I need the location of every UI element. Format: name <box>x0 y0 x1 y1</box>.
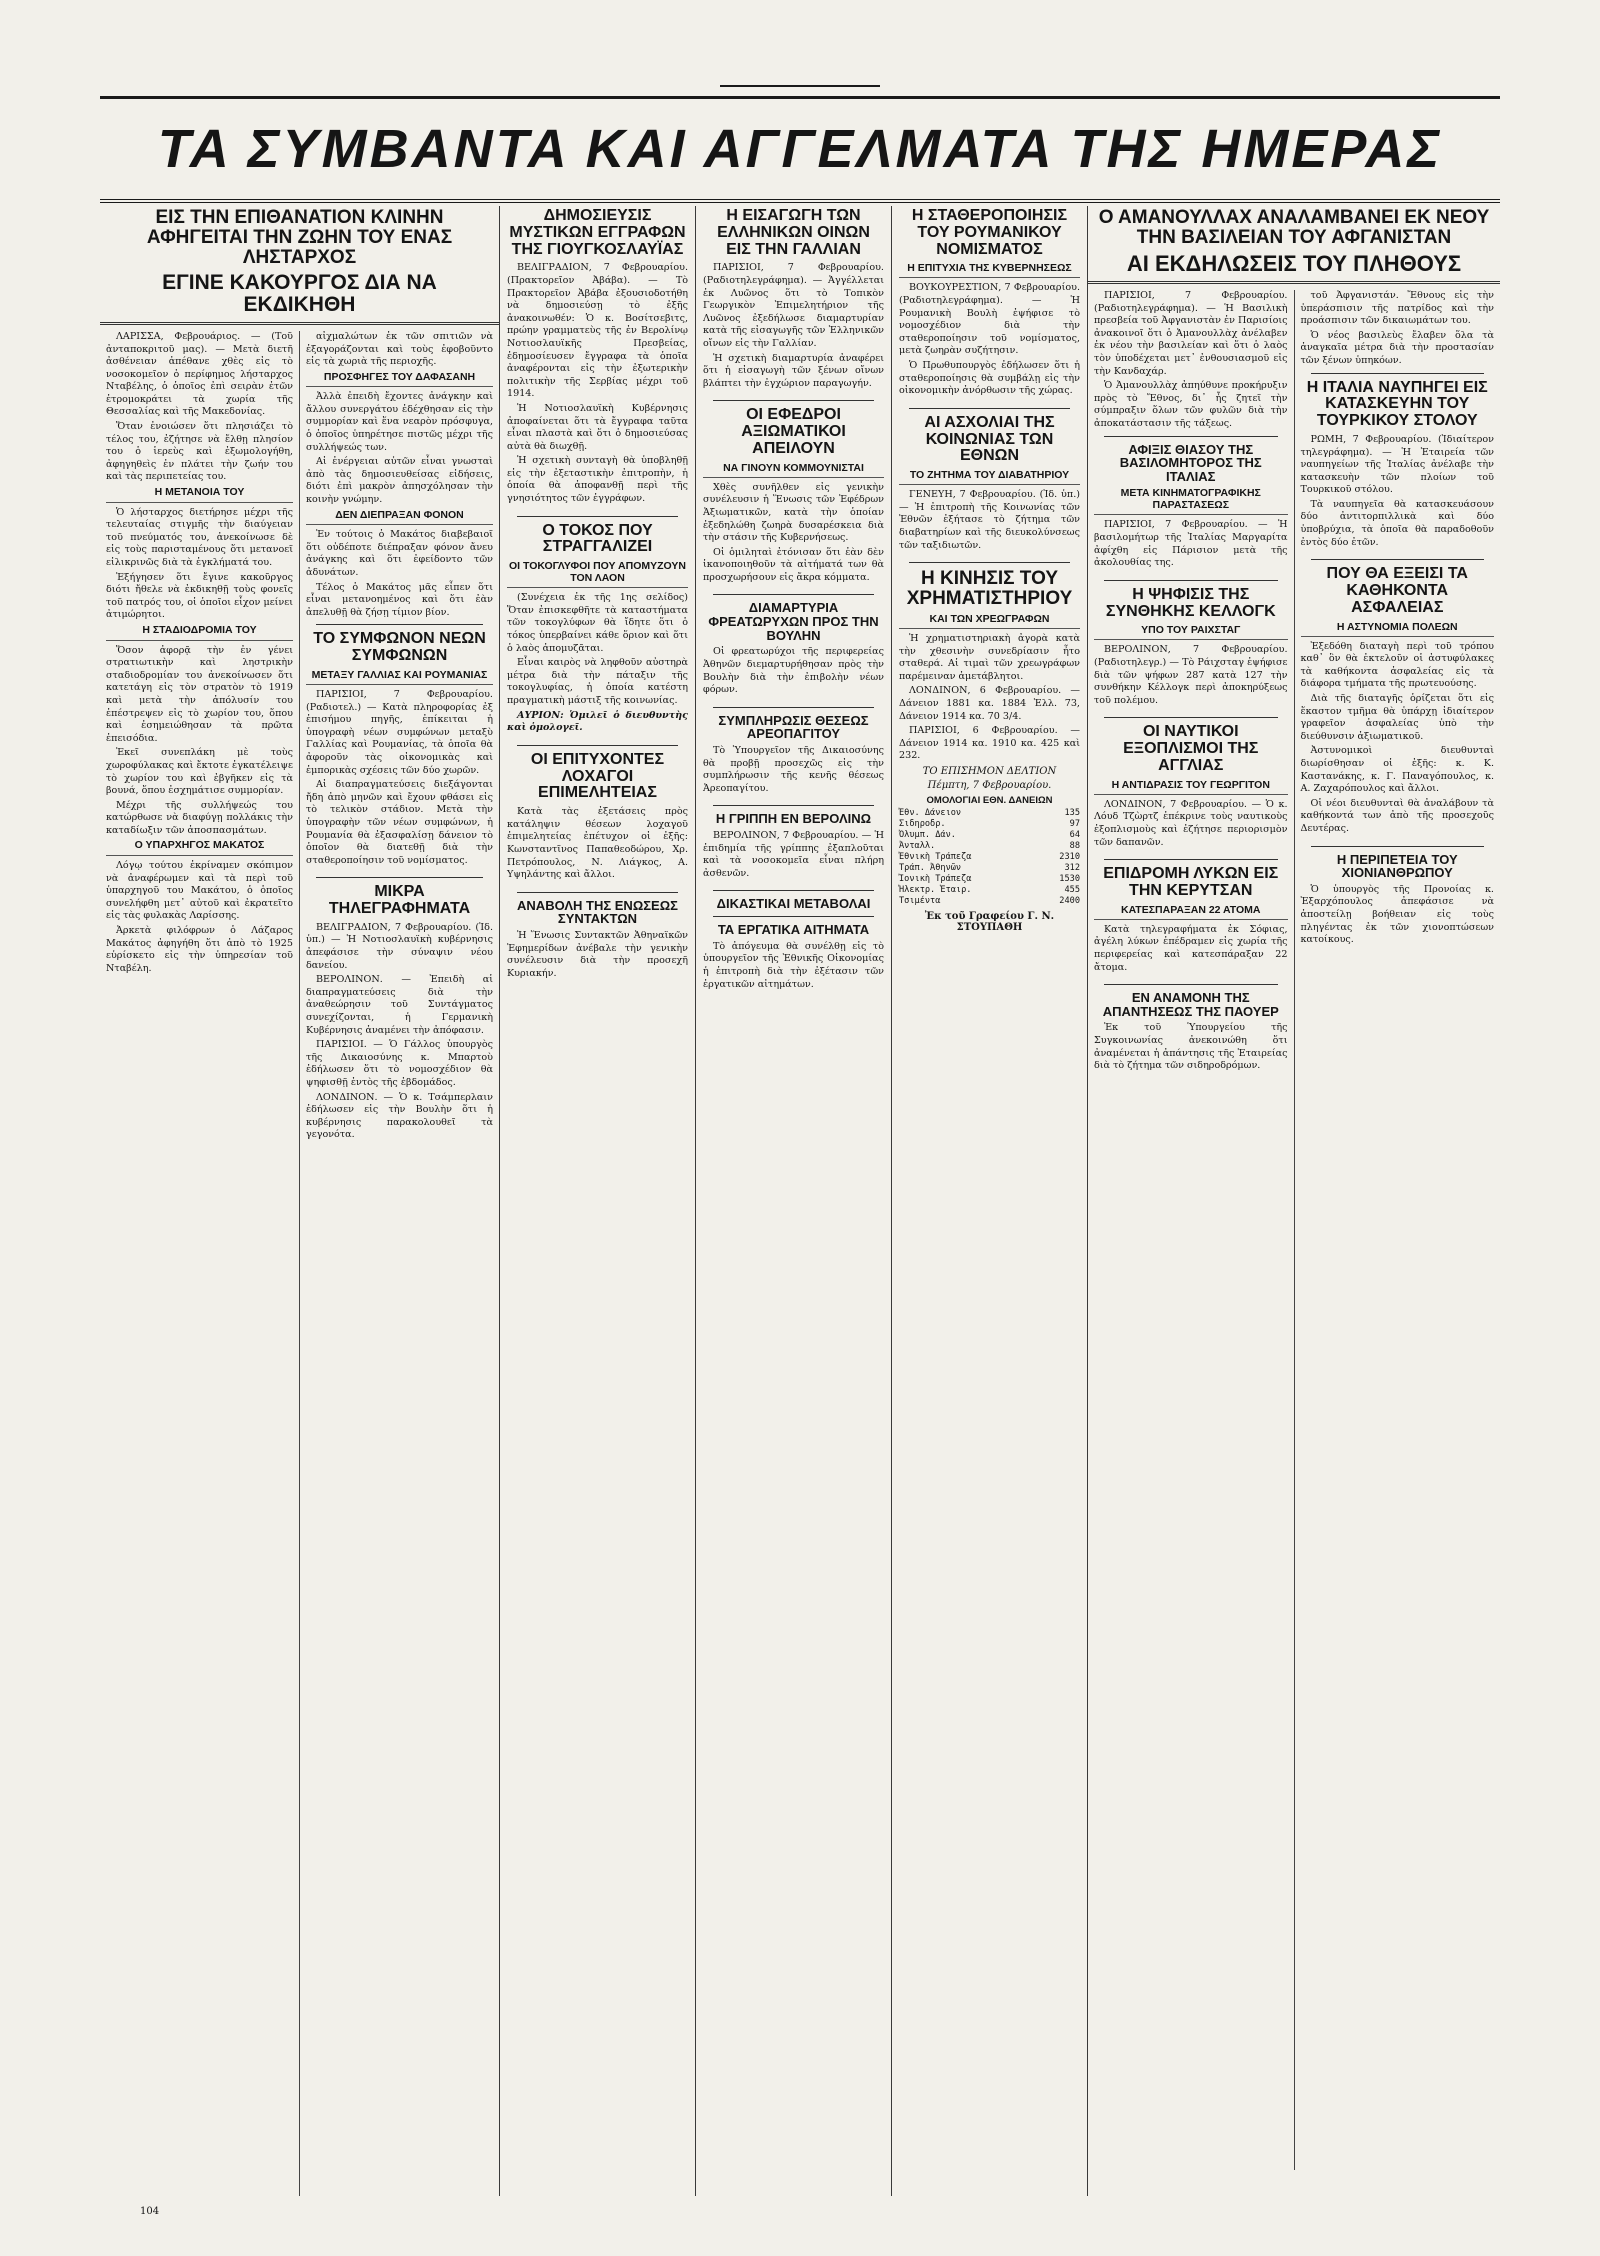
article-body <box>703 482 884 585</box>
article-rule <box>713 400 874 401</box>
paragraph: ΒΕΡΟΛΙΝΟΝ, 7 Φεβρουαρίου. — Ἡ ἐπιδημία τῆς γρίππης ἐξαπλοῦται καὶ τὰ νοσοκομεῖα εἶναι πλήρη ἀσθενῶν. <box>703 830 884 879</box>
article-body <box>1094 1022 1288 1072</box>
article-headline: ΤΑ ΕΡΓΑΤΙΚΑ ΑΙΤΗΜΑΤΑ <box>717 922 870 938</box>
article-body <box>507 592 688 735</box>
market-row-name: Ἰονικὴ Τράπεζα <box>899 873 972 884</box>
market-row <box>899 863 1080 874</box>
paragraph: Ὁ νέος βασιλεὺς ἔλαβεν ὅλα τὰ ἀναγκαῖα μέτρα διὰ τὴν προστασίαν τῶν ξένων ὑπηκόων. <box>1300 329 1494 366</box>
paragraph: ΠΑΡΙΣΙΟΙ, 7 Φεβρουαρίου. (Ραδιοτελ.) — Κατὰ πληροφορίας ἐξ ἐπισήμου πηγῆς, ἐπίκειται ἡ ὑπογραφὴ νέων συμφώνων μεταξὺ Γαλλίας καὶ Ρουμανίας, τὰ ὁποῖα θὰ ἀφοροῦν τὰς οἰκονομικὰς καὶ ἐμπορικὰς σχέσεις τῶν δύο χωρῶν. <box>306 688 493 776</box>
article-security-duties <box>1301 566 1495 835</box>
article-headline: ΟΙ ΕΠΙΤΥΧΟΝΤΕΣ ΛΟΧΑΓΟΙ ΕΠΙΜΕΛΗΤΕΙΑΣ <box>530 750 665 802</box>
paragraph: τοῦ Ἀφγανιστάν. Ἔθνους εἰς τὴν ὑπεράσπισιν τῆς πατρίδος καὶ τὴν προάσπισιν τῶν δικαιωμάτων του. <box>1300 289 1494 327</box>
article-headline: ΕΠΙΔΡΟΜΗ ΛΥΚΩΝ ΕΙΣ ΤΗΝ ΚΕΡΥΤΣΑΝ <box>1103 865 1279 899</box>
article-headline: ΑΦΙΞΙΣ ΘΙΑΣΟΥ ΤΗΣ ΒΑΣΙΛΟΜΗΤΟΡΟΣ ΤΗΣ ΙΤΑΛΙΑΣ <box>1119 441 1262 484</box>
article-headline: Η ΣΤΑΘΕΡΟΠΟΙΗΣΙΣ ΤΟΥ ΡΟΥΜΑΝΙΚΟΥ ΝΟΜΙΣΜΑΤΟΣ <box>911 207 1068 258</box>
paragraph: Ἡ χρηματιστηριακὴ ἀγορὰ κατὰ τὴν χθεσινὴν συνεδρίασιν ἦτο σταθερά. Αἱ τιμαὶ τῶν χρεωγράφων παρέμειναν ἀμετάβλητοι. <box>899 632 1080 682</box>
market-row-name: Ἀνταλλ. <box>899 840 936 851</box>
column-7-text <box>1301 290 1495 368</box>
article-body <box>899 633 1080 763</box>
article-rule <box>713 890 874 891</box>
market-footer: Ἐκ τοῦ Γραφείου Γ. Ν. ΣΤΟΥΠΑΘΗ <box>924 910 1055 933</box>
article-rule <box>1311 373 1485 374</box>
paragraph: Κατὰ τηλεγραφήματα ἐκ Σόφιας, ἀγέλη λύκων ἐπέδραμεν εἰς χωρία τῆς περιφερείας καὶ κατεσπάραξαν 22 ἄτομα. <box>1094 923 1288 973</box>
market-row <box>899 841 1080 852</box>
article-rule <box>713 707 874 708</box>
article-usury <box>507 523 688 735</box>
paragraph: Εἶναι καιρὸς νὰ ληφθοῦν αὐστηρὰ μέτρα διὰ τὴν πάταξιν τῆς τοκογλυφίας, ἡ ὁποία κατέστη πραγματικὴ μάστιξ τῆς κοινωνίας. <box>507 657 688 707</box>
article-subheading: ΚΑΤΕΣΠΑΡΑΞΑΝ 22 ΑΤΟΜΑ <box>1094 904 1288 920</box>
column-1 <box>100 331 300 2196</box>
paragraph: ΠΑΡΙΣΙΟΙ. — Ὁ Γάλλος ὑπουργὸς τῆς Δικαιοσύνης κ. Μπαρτοὺ ἐδήλωσεν ὅτι τὸ νομοσχέδιον θὰ ψηφισθῇ ἐντὸς τῆς ἑβδομάδος. <box>306 1039 493 1088</box>
paragraph: ΡΩΜΗ, 7 Φεβρουαρίου. (Ἰδιαίτερον τηλεγράφημα). — Ἡ Ἑταιρεία τῶν ναυπηγείων τῆς Ἰταλίας ἀνέλαβε τὴν κατασκευὴν τῶν πλοίων τοῦ Τουρκικοῦ στόλου. <box>1300 433 1494 496</box>
paragraph: ΠΑΡΙΣΙΟΙ, 7 Φεβρουαρίου. (Ραδιοτηλεγράφημα). — Ἀγγέλλεται ἐκ Λυῶνος ὅτι τὸ Τοπικὸν Γεωργικὸν Ἐπιμελητήριον τῆς Λυῶνος ἐξεδήλωσε διαμαρτυρίαν κατὰ τῆς εἰσαγωγῆς τῶν Ἑλληνικῶν οἴνων εἰς τὴν Γαλλίαν. <box>703 262 884 349</box>
market-row-value: 64 <box>1069 829 1080 840</box>
column-1-text <box>106 331 293 976</box>
paragraph: Λόγῳ τούτου ἐκρίναμεν σκόπιμον νὰ ἀναφέρωμεν καὶ τὰ περὶ τοῦ ὑπαρχηγοῦ του Μακάτου, ὁ ὁποῖος συνελήφθη μετ᾽ αὐτοῦ καὶ ἐκρατεῖτο εἰς τὰς φυλακὰς Λαρίσσης. <box>106 860 293 922</box>
article-areopagite <box>703 714 884 796</box>
article-rule <box>909 562 1070 563</box>
market-row-value: 2310 <box>1059 851 1080 862</box>
column-2 <box>300 331 499 2196</box>
paragraph: ΒΕΡΟΛΙΝΟΝ. — Ἐπειδὴ αἱ διαπραγματεύσεις διὰ τὴν ἀναθεώρησιν τοῦ Συντάγματος συνεχίζονται, ἡ Γερμανικὴ Κυβέρνησις ἀναμένει τὴν ἀπόφασιν. <box>306 974 493 1036</box>
paragraph: Ἡ Νοτιοσλαυϊκὴ Κυβέρνησις ἀποφαίνεται ὅτι τὰ ἔγγραφα ταῦτα εἶναι πλαστὰ καὶ ὅτι ὁ δημοσιεύσας αὐτὰ θὰ διωχθῇ. <box>507 402 688 452</box>
paragraph: ΛΟΝΔΙΝΟΝ, 6 Φεβρουαρίου. — Δάνειον 1881 κα. 1884 Ἑλλ. 73, Δάνειον 1914 κα. 70 3/4. <box>899 685 1080 722</box>
market-table <box>899 795 1080 907</box>
paragraph: Ἐκεῖ συνεπλάκη μὲ τοὺς χωροφύλακας καὶ ἔκτοτε ἐγκατέλειψε τὸ χωρίον του καὶ ἐβγῆκεν εἰς τὰ βουνά, ὅπου ἐσχημάτισε συμμορίαν. <box>106 747 293 797</box>
market-row-value: 135 <box>1064 807 1080 818</box>
paragraph: Ἐν τούτοις ὁ Μακάτος διαβεβαιοῖ ὅτι οὐδέποτε διέπραξαν φόνον ἄνευ ἀνάγκης καὶ ὅτι ἐφείδοντο τῶν ἀδυνάτων. <box>306 529 493 578</box>
article-body <box>1301 434 1495 549</box>
article-subheading: ΝΑ ΓΙΝΟΥΝ ΚΟΜΜΟΥΝΙΣΤΑΙ <box>703 462 884 478</box>
article-short-telegrams <box>306 884 493 1142</box>
article-headline: ΑΝΑΒΟΛΗ ΤΗΣ ΕΝΩΣΕΩΣ ΣΥΝΤΑΚΤΩΝ <box>517 897 678 927</box>
article-subheading: ΚΑΙ ΤΩΝ ΧΡΕΩΓΡΑΦΩΝ <box>899 613 1080 629</box>
article-headline: Η ΚΙΝΗΣΙΣ ΤΟΥ ΧΡΗΜΑΤΙΣΤΗΡΙΟΥ <box>906 568 1073 610</box>
paragraph: Ἐξεδόθη διαταγὴ περὶ τοῦ τρόπου καθ᾽ ὃν θὰ ἐκτελοῦν οἱ ἀστυφύλακες τὰ καθήκοντα ἀσφαλείας εἰς τὰ διάφορα τμήματα τῆς πρωτευούσης. <box>1300 640 1494 690</box>
article-headline: Ο ΤΟΚΟΣ ΠΟΥ ΣΤΡΑΓΓΑΛΙΖΕΙ <box>542 521 653 556</box>
paragraph: Τὸ Ὑπουργεῖον τῆς Δικαιοσύνης θὰ προβῇ προσεχῶς εἰς τὴν συμπλήρωσιν τῆς κενῆς θέσεως Ἀρεοπαγίτου. <box>703 745 884 794</box>
article-headline: ΕΝ ΑΝΑΜΟΝΗ ΤΗΣ ΑΠΑΝΤΗΣΕΩΣ ΤΗΣ ΠΑΟΥΕΡ <box>1102 990 1279 1019</box>
article-body <box>507 262 688 505</box>
subheading: Ο ΥΠΑΡΧΗΓΟΣ ΜΑΚΑΤΟΣ <box>106 839 293 856</box>
column-2-text <box>306 331 493 619</box>
column-6-text <box>1094 290 1288 431</box>
paragraph: Ὁ ὑπουργὸς τῆς Προνοίας κ. Ἐξαρχόπουλος ἀπεφάσισε νὰ ἀποστείλῃ βοήθειαν εἰς τοὺς πληγέντας ἐκ τῶν χιονοπτώσεων κατοίκους. <box>1300 883 1494 946</box>
paragraph: Ὁ Πρωθυπουργὸς ἐδήλωσεν ὅτι ἡ σταθεροποίησις θὰ συμβάλῃ εἰς τὴν οἰκονομικὴν ἀνόρθωσιν τῆς χώρας. <box>899 359 1080 397</box>
paragraph: Ἐξήγησεν ὅτι ἔγινε κακοῦργος διότι ἤθελε νὰ ἐκδικηθῇ τοὺς φονεῖς τοῦ πατρός του, οἱ ὁποῖοι εἶχον μείνει ἀτιμώρητοι. <box>106 571 293 621</box>
paragraph: ΒΕΡΟΛΙΝΟΝ, 7 Φεβρουαρίου. (Ραδιοτηλεγρ.) — Τὸ Ράιχσταγ ἐψήφισε διὰ τῶν ψήφων 287 κατὰ 127 τὴν συνθήκην Κέλλογκ περὶ ἀποκηρύξεως τοῦ πολέμου. <box>1094 644 1288 706</box>
market-row-name: Σιδηροδρ. <box>899 818 946 829</box>
paragraph: Χθὲς συνῆλθεν εἰς γενικὴν συνέλευσιν ἡ Ἕνωσις τῶν Ἐφέδρων Ἀξιωματικῶν, κατὰ τὴν ὁποίαν ἐξεδηλώθη ζωηρὰ δυσαρέσκεια διὰ τὴν στάσιν τῆς Κυβερνήσεως. <box>703 481 884 544</box>
article-rule <box>1104 717 1278 718</box>
article-rule <box>517 516 678 517</box>
market-row-name: Ἐθνικὴ Τράπεζα <box>899 851 972 862</box>
column-7 <box>1295 290 1501 2170</box>
market-row-value: 88 <box>1069 840 1080 851</box>
article-body <box>1094 644 1288 707</box>
article-body <box>306 689 493 867</box>
article-rule <box>1104 984 1278 985</box>
paragraph: Αἱ διαπραγματεύσεις διεξάγονται ἤδη ἀπὸ μηνῶν καὶ ἔχουν φθάσει εἰς τὸ τελικὸν στάδιον. Μετὰ τὴν ὑπογραφὴν τῶν νέων συμφώνων, ἡ Ρουμανία θὰ ἐξασφαλίσῃ δάνειον τὸ ὁποῖον θὰ διατεθῇ διὰ τὴν σταθεροποίησιν τοῦ νομίσματος. <box>306 779 493 866</box>
article-italy-turkish-fleet <box>1301 380 1495 550</box>
article-body <box>1094 924 1288 974</box>
article-rule <box>713 916 874 917</box>
article-body <box>703 745 884 795</box>
article-subheading: ΤΟ ΖΗΤΗΜΑ ΤΟΥ ΔΙΑΒΑΤΗΡΙΟΥ <box>899 469 1080 485</box>
article-body <box>899 282 1080 397</box>
article-body <box>703 262 884 390</box>
article-subheading: Η ΕΠΙΤΥΧΙΑ ΤΗΣ ΚΥΒΕΡΝΗΣΕΩΣ <box>899 262 1080 278</box>
market-row <box>899 808 1080 819</box>
article-headline: ΤΟ ΣΥΜΦΩΝΟΝ ΝΕΩΝ ΣΥΜΦΩΝΩΝ <box>313 630 486 665</box>
paragraph: Ὅταν ἐνοιώσεν ὅτι πλησιάζει τὸ τέλος του, ἐζήτησε νὰ ἔλθῃ πλησίον του ὁ ἱερεὺς καὶ ἐξωμολογήθη, ἀφηγηθεὶς ἐν πλάτει τὴν ζωήν του καὶ τὰς περιπετείας του. <box>106 421 293 483</box>
article-body <box>306 922 493 1142</box>
paragraph: ΑΥΡΙΟΝ: Ὁμιλεῖ ὁ διευθυντὴς καὶ ὁμολογεῖ. <box>507 709 688 734</box>
article-body <box>703 941 884 991</box>
paragraph: Ἡ Ἕνωσις Συντακτῶν Ἀθηναϊκῶν Ἐφημερίδων ἀνέβαλε τὴν γενικὴν συνέλευσιν διὰ τὴν προσεχῆ Κυριακήν. <box>507 930 688 979</box>
paragraph: ΛΑΡΙΣΣΑ, Φεβρουάριος. — (Τοῦ ἀνταποκριτοῦ μας). — Μετὰ διετῆ ἀσθένειαν ἀπέθανε χθὲς εἰς τὸ νοσοκομεῖον ὁ περίφημος λήσταρχος Νταβέλης, ὁ ὁποῖος ἐπὶ σειρὰν ἐτῶν ἐτρομοκράτει τὰ χωρία τῆς Θεσσαλίας καὶ τῆς Μακεδονίας. <box>106 330 293 418</box>
article-queen-mother <box>1094 443 1288 570</box>
paragraph: ΒΕΛΙΓΡΑΔΙΟΝ, 7 Φεβρουαρίου. (Πρακτορεῖον Ἀβάβα). — Τὸ Πρακτορεῖον Ἀβάβα ἐξουσιοδοτήθη νὰ δημοσιεύσῃ τὸ ἐξῆς ἀνακοινωθέν: Ὁ κ. Βοσίτσεβιτς, πρώην γραμματεὺς τῆς ἐν Βερολίνῳ Νοτιοσλαυϊκῆς Πρεσβείας, ἐδημοσίευσεν ἔγγραφα τὰ ὁποῖα ἀναφέρονται εἰς τὴν ἐξωτερικὴν πολιτικὴν τῆς Σερβίας μέχρι τοῦ 1914. <box>507 262 688 400</box>
paragraph: ΠΑΡΙΣΙΟΙ, 7 Φεβρουαρίου. — Ἡ βασιλομήτωρ τῆς Ἰταλίας Μαργαρίτα ἀφίχθη εἰς Πάρισιον μετὰ τῆς ἀκολουθίας της. <box>1094 519 1288 569</box>
market-row <box>899 819 1080 830</box>
page-title: ΤΑ ΣΥΜΒΑΝΤΑ ΚΑΙ ΑΓΓΕΛΜΑΤΑ ΤΗΣ ΗΜΕΡΑΣ <box>157 119 1443 179</box>
article-rule <box>1104 580 1278 581</box>
masthead <box>100 96 1500 203</box>
article-captains <box>507 752 688 882</box>
article-subheading: Η ΑΣΤΥΝΟΜΙΑ ΠΟΛΕΩΝ <box>1301 621 1495 637</box>
market-row-value: 2400 <box>1059 895 1080 906</box>
afghanistan-story-columns <box>1088 206 1500 2196</box>
lead-story-columns <box>100 206 500 2196</box>
article-secret-documents <box>507 208 688 506</box>
paragraph: Τὸ ἀπόγευμα θὰ συνέλθῃ εἰς τὸ ὑπουργεῖον τῆς Ἐθνικῆς Οἰκονομίας ἡ ἐπιτροπὴ διὰ τὴν ἐξέτασιν τῶν ἐργατικῶν αἰτημάτων. <box>703 940 884 990</box>
paragraph: Ἡ σχετικὴ διαμαρτυρία ἀναφέρει ὅτι ἡ εἰσαγωγὴ τῶν ξένων οἴνων βλάπτει τὴν ἐγχώριον παραγωγήν. <box>703 352 884 389</box>
article-subheading: Η ΑΝΤΙΔΡΑΣΙΣ ΤΟΥ ΓΕΩΡΓΙΤΟΝ <box>1094 779 1288 795</box>
market-row-value: 97 <box>1069 818 1080 829</box>
paragraph: Οἱ ὁμιληταὶ ἐτόνισαν ὅτι ἐὰν δὲν ἱκανοποιηθοῦν τὰ αἰτήματά των θὰ προσχωρήσουν εἰς ἄκρα κόμματα. <box>703 546 884 583</box>
article-wolves <box>1094 866 1288 974</box>
market-row-name: Τράπ. Ἀθηνῶν <box>899 862 962 873</box>
paragraph: Μέχρι τῆς συλλήψεώς του κατώρθωσε νὰ διαφύγῃ πολλάκις τὴν καταδίωξιν τῶν ἀποσπασμάτων. <box>106 799 293 836</box>
article-headline: ΣΥΜΠΛΗΡΩΣΙΣ ΘΕΣΕΩΣ ΑΡΕΟΠΑΓΙΤΟΥ <box>718 712 869 742</box>
paragraph: ΒΕΛΙΓΡΑΔΙΟΝ, 7 Φεβρουαρίου. (Ἰδ. ὑπ.) — Ἡ Νοτιοσλαυϊκὴ κυβέρνησις ἀπεφάσισε τὴν σύναψιν νέου δανείου. <box>306 921 493 971</box>
paragraph: Αἱ ἐνέργειαι αὐτῶν εἶναι γνωσταὶ ἀπὸ τὰς δημοσιευθείσας εἰδήσεις, διότι ἐπὶ μακρὸν ἀπησχόλησαν τὴν κοινὴν γνώμην. <box>306 456 493 506</box>
paragraph: Ὁ Ἀμανουλλὰχ ἀπηύθυνε προκήρυξιν πρὸς τὸ Ἔθνος, δι᾽ ἧς ζητεῖ τὴν σύμπραξιν ὅλων τῶν φυλῶν διὰ τὴν ἀποκατάστασιν τῆς τάξεως. <box>1094 380 1288 429</box>
article-headline: ΔΙΑΜΑΡΤΥΡΙΑ ΦΡΕΑΤΩΡΥΧΩΝ ΠΡΟΣ ΤΗΝ ΒΟΥΛΗΝ <box>708 600 879 643</box>
article-subheading: ΥΠΟ ΤΟΥ ΡΑΙΧΣΤΑΓ <box>1094 624 1288 640</box>
column-4 <box>696 206 892 2196</box>
article-rule <box>713 805 874 806</box>
paragraph: ΛΟΝΔΙΝΟΝ. — Ὁ κ. Τσάμπερλαιν ἐδήλωσεν εἰς τὴν Βουλὴν ὅτι ἡ κυβέρνησις παρακολουθεῖ τὰ γεγονότα. <box>306 1091 493 1141</box>
lead-story-body <box>100 331 499 2196</box>
paragraph: Διὰ τῆς διαταγῆς ὁρίζεται ὅτι εἰς ἕκαστον τμῆμα θὰ ὑπάρχῃ ἰδιαίτερον γραφεῖον ἀσφαλείας ὑπὸ τὴν διεύθυνσιν ἀξιωματικοῦ. <box>1300 693 1494 742</box>
article-body <box>1094 519 1288 569</box>
article-headline: Η ΠΕΡΙΠΕΤΕΙΑ ΤΟΥ ΧΙΟΝΙΑΝΘΡΩΠΟΥ <box>1336 851 1458 881</box>
paragraph: (Συνέχεια ἐκ τῆς 1ης σελίδος) Ὅταν ἐπισκεφθῆτε τὰ καταστήματα τῶν τοκογλύφων θὰ ἴδητε ὅτι ὁ τόκος ὑπερβαίνει κάθε ὅριον καὶ ὅτι ὁ λαὸς ἀπομυζᾶται. <box>507 592 688 654</box>
market-row <box>899 852 1080 863</box>
paragraph: Οἱ φρεατωρύχοι τῆς περιφερείας Ἀθηνῶν διεμαρτυρήθησαν πρὸς τὴν Βουλὴν διὰ τὴν ἐπιβολὴν νέων φόρων. <box>703 646 884 696</box>
paragraph: ΓΕΝΕΥΗ, 7 Φεβρουαρίου. (Ἰδ. ὑπ.) — Ἡ ἐπιτροπὴ τῆς Κοινωνίας τῶν Ἐθνῶν ἐξήτασε τὸ ζήτημα τῶν διαβατηρίων καὶ τῆς διευκολύνσεως τῶν ταξιδιωτῶν. <box>899 489 1080 551</box>
masthead-ornament <box>720 85 880 99</box>
subheading: ΠΡΟΣΦΗΓΕΣ ΤΟΥ ΔΑΦΑΣΑΝΗ <box>306 371 493 388</box>
paragraph: Ὅσον ἀφορᾷ τὴν ἐν γένει στρατιωτικὴν καὶ ληστρικὴν σταδιοδρομίαν του ἀνεκοίνωσεν ὅτι κατετάγη εἰς τὸν στρατὸν τὸ 1919 καὶ μετὰ τὴν ἀπόλυσίν του ἐπέστρεψεν εἰς τὸ χωρίον του, ὅπου καὶ ἐσημειώθησαν τὰ πρῶτα ἐπεισόδια. <box>106 644 293 744</box>
article-headline: ΔΙΚΑΣΤΙΚΑΙ ΜΕΤΑΒΟΛΑΙ <box>716 896 871 912</box>
article-rule <box>316 877 483 878</box>
article-headline: Η ΕΙΣΑΓΩΓΗ ΤΩΝ ΕΛΛΗΝΙΚΩΝ ΟΙΝΩΝ ΕΙΣ ΤΗΝ ΓΑΛΛΙΑΝ <box>717 207 870 258</box>
paragraph: Οἱ νέοι διευθυνταὶ θὰ ἀναλάβουν τὰ καθήκοντά των ἀπὸ τῆς προσεχοῦς Δευτέρας. <box>1300 797 1494 834</box>
article-headline: ΔΗΜΟΣΙΕΥΣΙΣ ΜΥΣΤΙΚΩΝ ΕΓΓΡΑΦΩΝ ΤΗΣ ΓΙΟΥΓΚΟΣΛΑΥΪΑΣ <box>509 207 686 258</box>
article-headline: Η ΓΡΙΠΠΗ ΕΝ ΒΕΡΟΛΙΝΩ <box>715 811 872 827</box>
lead-headline-1: ΕΙΣ ΤΗΝ ΕΠΙΘΑΝΑΤΙΟΝ ΚΛΙΝΗΝ ΑΦΗΓΕΙΤΑΙ ΤΗΝ ΖΩΗΝ ΤΟΥ ΕΝΑΣ ΛΗΣΤΑΡΧΟΣ <box>146 207 453 268</box>
market-table-header: ΟΜΟΛΟΓΙΑΙ ΕΘΝ. ΔΑΝΕΙΩΝ <box>926 794 1053 806</box>
column-3 <box>500 206 696 2196</box>
market-row <box>899 885 1080 896</box>
article-rule <box>316 624 483 625</box>
article-headline: ΟΙ ΝΑΥΤΙΚΟΙ ΕΞΟΠΛΙΣΜΟΙ ΤΗΣ ΑΓΓΛΙΑΣ <box>1123 723 1259 774</box>
article-headline: ΜΙΚΡΑ ΤΗΛΕΓΡΑΦΗΜΑΤΑ <box>328 883 471 918</box>
article-rule <box>1104 436 1278 437</box>
market-row-name: Τσιμέντα <box>899 895 941 906</box>
subheading: Η ΜΕΤΑΝΟΙΑ ΤΟΥ <box>106 486 293 503</box>
market-bulletin-title: ΤΟ ΕΠΙΣΗΜΟΝ ΔΕΛΤΙΟΝ <box>922 765 1057 777</box>
paragraph: ΛΟΝΔΙΝΟΝ, 7 Φεβρουαρίου. — Ὁ κ. Λόυδ Τζὼρτζ ἐπέκρινε τοὺς ναυτικοὺς ἐξοπλισμοὺς καὶ ἐζήτησε περιορισμὸν τῶν δαπανῶν. <box>1094 798 1288 848</box>
article-snowman <box>1301 853 1495 947</box>
headline-rule <box>1088 281 1500 284</box>
paragraph: ΠΑΡΙΣΙΟΙ, 6 Φεβρουαρίου. — Δάνειον 1914 κα. 1910 κα. 425 καὶ 232. <box>899 725 1080 762</box>
afghanistan-headline-1: Ο ΑΜΑΝΟΥΛΛΑΧ ΑΝΑΛΑΜΒΑΝΕΙ ΕΚ ΝΕΟΥ ΤΗΝ ΒΑΣΙΛΕΙΑΝ ΤΟΥ ΑΦΓΑΝΙΣΤΑΝ <box>1098 207 1490 248</box>
paragraph: αἰχμαλώτων ἐκ τῶν σπιτιῶν νὰ ἐξαγοράζονται καὶ τοὺς ἐφοβοῦντο εἰς τὰ χωριὰ τῆς περιοχῆς. <box>306 330 493 368</box>
market-row <box>899 830 1080 841</box>
article-romania-france <box>306 631 493 867</box>
lead-story-headline <box>100 208 499 316</box>
market-row-value: 312 <box>1064 862 1080 873</box>
article-headline: Η ΙΤΑΛΙΑ ΝΑΥΠΗΓΕΙ ΕΙΣ ΚΑΤΑΣΚΕΥΗΝ ΤΟΥ ΤΟΥΡΚΙΚΟΥ ΣΤΟΛΟΥ <box>1306 378 1488 430</box>
paragraph: Ἐκ τοῦ Ὑπουργείου τῆς Συγκοινωνίας ἀνεκοινώθη ὅτι ἀναμένεται ἡ ἀπάντησις τῆς Ἑταιρείας διὰ τὸ ζήτημα τῶν σιδηροδρόμων. <box>1094 1022 1288 1072</box>
market-row-name: Ὀλυμπ. Δάν. <box>899 829 956 840</box>
article-body <box>703 830 884 880</box>
market-row-value: 1530 <box>1059 873 1080 884</box>
article-rule <box>1311 846 1485 847</box>
article-naval-armaments <box>1094 724 1288 849</box>
article-league-of-nations <box>899 415 1080 552</box>
article-well-diggers <box>703 601 884 696</box>
headline-rule <box>100 322 499 325</box>
article-greek-wines <box>703 208 884 390</box>
subheading: Η ΣΤΑΔΙΟΔΡΟΜΙΑ ΤΟΥ <box>106 624 293 641</box>
article-reserve-officers <box>703 407 884 584</box>
article-body <box>899 489 1080 552</box>
paragraph: ΠΑΡΙΣΙΟΙ, 7 Φεβρουαρίου. (Ραδιοτηλεγράφημα). — Ἡ Βασιλικὴ πρεσβεία τοῦ Ἀφγανιστὰν ἐν Παρισίοις ἀνακοινοῖ ὅτι ὁ Ἀμανουλλὰχ ἀνέλαβεν ἐκ νέου τὴν βασιλείαν καὶ ὅτι ὁ λαὸς τὸν ὑποδέχεται μετ᾽ ἐνθουσιασμοῦ εἰς τὴν Κανδαχάρ. <box>1094 289 1288 377</box>
paragraph: Ἀρκετὰ φιλόφρων ὁ Λάζαρος Μακάτος ἀφηγήθη ὅτι ἀπὸ τὸ 1925 εὑρίσκετο εἰς τὴν ὑπηρεσίαν τοῦ Νταβέλη. <box>106 925 293 974</box>
article-body <box>507 806 688 882</box>
paragraph: Τὰ ναυπηγεῖα θὰ κατασκευάσουν δύο ἀντιτορπιλλικὰ καὶ δύο ὑποβρύχια, τὰ ὁποῖα θὰ παραδοθοῦν ἐντὸς δύο ἐτῶν. <box>1300 498 1494 548</box>
paragraph: Τέλος ὁ Μακάτος μᾶς εἶπεν ὅτι εἶναι μετανοημένος καὶ ὅτι ἐὰν ἀπελυθῇ θὰ ζήσῃ τίμιον βίον. <box>306 581 493 618</box>
afghanistan-headline-2: ΑΙ ΕΚΔΗΛΩΣΕΙΣ ΤΟΥ ΠΛΗΘΟΥΣ <box>1126 250 1462 276</box>
article-headline: ΑΙ ΑΣΧΟΛΙΑΙ ΤΗΣ ΚΟΙΝΩΝΙΑΣ ΤΩΝ ΕΘΝΩΝ <box>924 413 1055 465</box>
article-stock-exchange <box>899 569 1080 933</box>
market-row-name: Ἐθν. Δάνειον <box>899 807 962 818</box>
paragraph: Ὁ λήσταρχος διετήρησε μέχρι τῆς τελευταίας στιγμῆς τὴν διαύγειαν τοῦ πνεύματός του, ἀνεκοίνωσε δὲ εἰς τοὺς παρισταμένους ὅτι μετανοεῖ εἰλικρινῶς διὰ τὰ ἐγκλήματά του. <box>106 506 293 568</box>
article-rule <box>713 594 874 595</box>
column-5 <box>892 206 1088 2196</box>
article-rule <box>517 892 678 893</box>
lead-headline-2: ΕΓΙΝΕ ΚΑΚΟΥΡΓΟΣ ΔΙΑ ΝΑ ΕΚΔΙΚΗΘΗ <box>162 270 437 316</box>
paragraph: Ἀλλὰ ἐπειδὴ ἔχοντες ἀνάγκην καὶ ἄλλου συνεργάτου ἐδέχθησαν εἰς τὴν συμμορίαν καὶ ἕνα νεαρὸν πρόσφυγα, ὁ ὁποῖος ὑπηρέτησε πιστῶς μέχρι τῆς συλλήψεώς των. <box>306 391 493 453</box>
article-power-reply <box>1094 991 1288 1073</box>
article-romanian-currency <box>899 208 1080 398</box>
article-subheading: ΜΕΤΑ ΚΙΝΗΜΑΤΟΓΡΑΦΙΚΗΣ ΠΑΡΑΣΤΑΣΕΩΣ <box>1094 487 1288 515</box>
subheading: ΔΕΝ ΔΙΕΠΡΑΞΑΝ ΦΟΝΟΝ <box>306 509 493 526</box>
article-headline: ΠΟΥ ΘΑ ΕΞΕΙΣΙ ΤΑ ΚΑΘΗΚΟΝΤΑ ΑΣΦΑΛΕΙΑΣ <box>1326 565 1468 616</box>
article-headline: Η ΨΗΦΙΣΙΣ ΤΗΣ ΣΥΝΘΗΚΗΣ ΚΕΛΛΟΓΚ <box>1105 585 1276 620</box>
market-row-name: Ἠλεκτρ. Ἑταιρ. <box>899 884 972 895</box>
market-row <box>899 896 1080 907</box>
columns-area <box>100 206 1500 2196</box>
article-body <box>1301 641 1495 836</box>
article-subheading: ΟΙ ΤΟΚΟΓΛΥΦΟΙ ΠΟΥ ΑΠΟΜΥΖΟΥΝ ΤΟΝ ΛΑΟΝ <box>507 560 688 588</box>
article-flu-berlin <box>703 812 884 880</box>
paragraph: ΒΟΥΚΟΥΡΕΣΤΙΟΝ, 7 Φεβρουαρίου. (Ραδιοτηλεγράφημα). — Ἡ Ρουμανικὴ Βουλὴ ἐψήφισε τὸ νομοσχέδιον διὰ τὴν σταθεροποίησιν τοῦ νομίσματος, μετὰ ζωηρὰν συζήτησιν. <box>899 282 1080 357</box>
article-body <box>703 646 884 696</box>
article-body <box>1301 884 1495 947</box>
article-rule <box>1104 859 1278 860</box>
article-rule <box>1311 559 1485 560</box>
article-journalists-union <box>507 899 688 981</box>
article-headline: ΟΙ ΕΦΕΔΡΟΙ ΑΞΙΩΜΑΤΙΚΟΙ ΑΠΕΙΛΟΥΝ <box>741 406 846 457</box>
article-rule <box>909 408 1070 409</box>
market-row <box>899 874 1080 885</box>
paragraph: Ἀστυνομικοὶ διευθυνταὶ διωρίσθησαν οἱ ἑξῆς: κ. Κ. Καστανάκης, κ. Γ. Παναγόπουλος, κ. Α. Ζαχαρόπουλος καὶ ἄλλοι. <box>1300 745 1494 795</box>
column-6 <box>1088 290 1295 2170</box>
page-number: 104 <box>140 2206 160 2217</box>
article-labour-demands <box>703 923 884 991</box>
market-bulletin-date: Πέμπτη, 7 Φεβρουαρίου. <box>927 779 1052 791</box>
paragraph: Κατὰ τὰς ἐξετάσεις πρὸς κατάληψιν θέσεων λοχαγοῦ ἐπιμελητείας ἐπέτυχον οἱ ἐξῆς: Κωνσταντῖνος Παπαθεοδώρου, Χρ. Πετρόπουλος, Ν. Λιάγκος, Α. Υψηλάντης καὶ ἄλλοι. <box>507 806 688 881</box>
afghanistan-headline <box>1088 208 1500 275</box>
paragraph: Ἡ σχετικὴ συνταγὴ θὰ ὑποβληθῇ εἰς τὴν ἐξεταστικὴν ἐπιτροπὴν, ἡ ὁποία θὰ ἀποφανθῇ περὶ τῆς γνησιότητος τῶν ἐγγράφων. <box>507 455 688 505</box>
article-subheading: ΜΕΤΑΞΥ ΓΑΛΛΙΑΣ ΚΑΙ ΡΟΥΜΑΝΙΑΣ <box>306 669 493 685</box>
market-rows <box>899 808 1080 907</box>
market-row-value: 455 <box>1064 884 1080 895</box>
article-body <box>1094 799 1288 849</box>
afghanistan-story-body <box>1088 290 1500 2170</box>
article-rule <box>517 745 678 746</box>
article-body <box>507 930 688 980</box>
article-kellogg-pact <box>1094 587 1288 708</box>
